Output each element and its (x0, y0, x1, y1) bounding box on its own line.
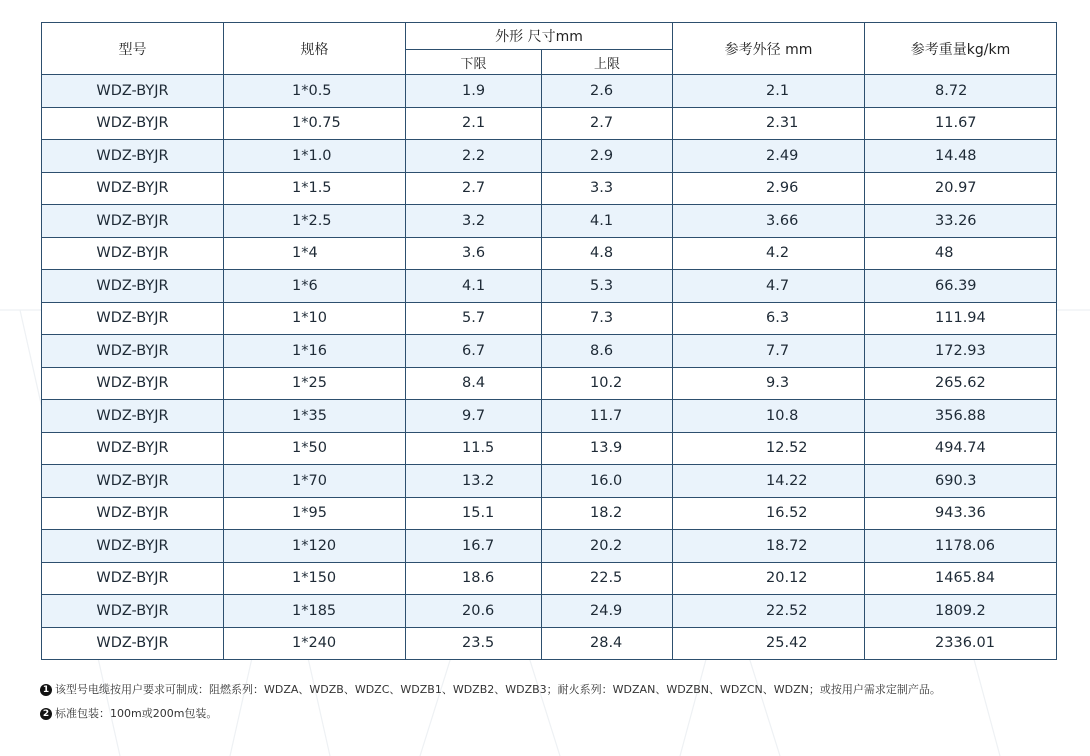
cell-model: WDZ-BYJR (42, 367, 224, 400)
cell-ref-weight: 8.72 (865, 75, 1057, 108)
cell-model: WDZ-BYJR (42, 400, 224, 433)
table-row (42, 172, 1057, 205)
cell-upper-limit: 22.5 (542, 562, 673, 595)
cell-lower-limit: 1.9 (406, 75, 542, 108)
cell-ref-outer-diameter: 2.1 (673, 75, 865, 108)
footnote-2 (40, 702, 941, 726)
cell-upper-limit: 16.0 (542, 465, 673, 498)
table-row (42, 237, 1057, 270)
cell-spec: 1*2.5 (224, 205, 406, 238)
cell-model: WDZ-BYJR (42, 107, 224, 140)
cell-ref-weight: 494.74 (865, 432, 1057, 465)
cell-model: WDZ-BYJR (42, 302, 224, 335)
cell-ref-weight: 11.67 (865, 107, 1057, 140)
cell-ref-weight: 20.97 (865, 172, 1057, 205)
footnote-1 (40, 678, 941, 702)
cell-upper-limit: 4.1 (542, 205, 673, 238)
table-row (42, 465, 1057, 498)
cell-lower-limit: 11.5 (406, 432, 542, 465)
cell-ref-outer-diameter: 3.66 (673, 205, 865, 238)
footnote-text: 该型号电缆按用户要求可制成：阻燃系列：WDZA、WDZB、WDZC、WDZB1、WDZB2、WDZB3；耐火系列：WDZAN、WDZBN、WDZCN、WDZN；或按用户需求定制产品。 (55, 683, 941, 696)
table-row (42, 627, 1057, 660)
cell-ref-weight: 111.94 (865, 302, 1057, 335)
cell-ref-outer-diameter: 4.2 (673, 237, 865, 270)
cell-model: WDZ-BYJR (42, 465, 224, 498)
cell-ref-outer-diameter: 7.7 (673, 335, 865, 368)
col-header-spec: 规格 (224, 23, 406, 75)
cell-upper-limit: 20.2 (542, 530, 673, 563)
cell-ref-outer-diameter: 18.72 (673, 530, 865, 563)
cell-ref-outer-diameter: 2.96 (673, 172, 865, 205)
cell-lower-limit: 16.7 (406, 530, 542, 563)
table-row (42, 432, 1057, 465)
cell-model: WDZ-BYJR (42, 140, 224, 173)
cell-spec: 1*0.5 (224, 75, 406, 108)
cell-ref-weight: 172.93 (865, 335, 1057, 368)
table-row (42, 530, 1057, 563)
cell-spec: 1*70 (224, 465, 406, 498)
table-row (42, 400, 1057, 433)
cell-upper-limit: 2.6 (542, 75, 673, 108)
cell-lower-limit: 13.2 (406, 465, 542, 498)
cell-ref-weight: 356.88 (865, 400, 1057, 433)
cell-ref-weight: 943.36 (865, 497, 1057, 530)
cell-lower-limit: 2.7 (406, 172, 542, 205)
cell-lower-limit: 15.1 (406, 497, 542, 530)
cell-ref-weight: 48 (865, 237, 1057, 270)
cell-ref-weight: 1465.84 (865, 562, 1057, 595)
cell-model: WDZ-BYJR (42, 75, 224, 108)
cell-spec: 1*35 (224, 400, 406, 433)
cell-spec: 1*4 (224, 237, 406, 270)
table-row (42, 140, 1057, 173)
cell-upper-limit: 4.8 (542, 237, 673, 270)
table-row (42, 595, 1057, 628)
table-header (42, 23, 1057, 75)
cell-spec: 1*95 (224, 497, 406, 530)
cell-lower-limit: 20.6 (406, 595, 542, 628)
cell-spec: 1*120 (224, 530, 406, 563)
cell-spec: 1*50 (224, 432, 406, 465)
cell-ref-outer-diameter: 10.8 (673, 400, 865, 433)
cell-spec: 1*6 (224, 270, 406, 303)
col-header-outer-dimension: 外形 尺寸mm (406, 23, 673, 50)
cell-ref-outer-diameter: 12.52 (673, 432, 865, 465)
cell-lower-limit: 6.7 (406, 335, 542, 368)
cell-ref-weight: 2336.01 (865, 627, 1057, 660)
cell-upper-limit: 28.4 (542, 627, 673, 660)
cell-model: WDZ-BYJR (42, 595, 224, 628)
cell-spec: 1*185 (224, 595, 406, 628)
cell-upper-limit: 11.7 (542, 400, 673, 433)
cell-ref-outer-diameter: 9.3 (673, 367, 865, 400)
cell-lower-limit: 2.1 (406, 107, 542, 140)
footnote-text: 标准包装：100m或200m包装。 (55, 707, 218, 720)
cell-upper-limit: 10.2 (542, 367, 673, 400)
cell-model: WDZ-BYJR (42, 237, 224, 270)
cell-ref-weight: 66.39 (865, 270, 1057, 303)
cell-ref-outer-diameter: 25.42 (673, 627, 865, 660)
cell-spec: 1*10 (224, 302, 406, 335)
cell-upper-limit: 5.3 (542, 270, 673, 303)
cell-upper-limit: 8.6 (542, 335, 673, 368)
cell-ref-outer-diameter: 2.31 (673, 107, 865, 140)
cell-ref-outer-diameter: 16.52 (673, 497, 865, 530)
cell-lower-limit: 3.2 (406, 205, 542, 238)
cell-model: WDZ-BYJR (42, 530, 224, 563)
col-header-ref-weight: 参考重量kg/km (865, 23, 1057, 75)
cell-ref-outer-diameter: 22.52 (673, 595, 865, 628)
cell-model: WDZ-BYJR (42, 497, 224, 530)
footnotes (40, 678, 941, 726)
cell-spec: 1*0.75 (224, 107, 406, 140)
table-row (42, 75, 1057, 108)
cell-lower-limit: 5.7 (406, 302, 542, 335)
cell-ref-weight: 1809.2 (865, 595, 1057, 628)
table-row (42, 205, 1057, 238)
cell-upper-limit: 7.3 (542, 302, 673, 335)
table-row (42, 302, 1057, 335)
cell-spec: 1*25 (224, 367, 406, 400)
number-1-icon: 1 (40, 684, 52, 696)
cell-spec: 1*240 (224, 627, 406, 660)
cell-spec: 1*1.5 (224, 172, 406, 205)
cell-ref-outer-diameter: 14.22 (673, 465, 865, 498)
cell-upper-limit: 2.7 (542, 107, 673, 140)
cell-ref-weight: 265.62 (865, 367, 1057, 400)
cell-ref-weight: 14.48 (865, 140, 1057, 173)
cell-spec: 1*1.0 (224, 140, 406, 173)
cable-spec-table-container (41, 22, 1056, 660)
cell-lower-limit: 2.2 (406, 140, 542, 173)
cell-upper-limit: 18.2 (542, 497, 673, 530)
cell-lower-limit: 3.6 (406, 237, 542, 270)
cell-model: WDZ-BYJR (42, 335, 224, 368)
cell-ref-weight: 1178.06 (865, 530, 1057, 563)
cell-model: WDZ-BYJR (42, 432, 224, 465)
table-row (42, 270, 1057, 303)
table-body (42, 75, 1057, 660)
cell-ref-outer-diameter: 20.12 (673, 562, 865, 595)
cell-lower-limit: 23.5 (406, 627, 542, 660)
cell-lower-limit: 18.6 (406, 562, 542, 595)
cell-ref-outer-diameter: 6.3 (673, 302, 865, 335)
cell-model: WDZ-BYJR (42, 562, 224, 595)
col-header-model: 型号 (42, 23, 224, 75)
cable-spec-table (41, 22, 1057, 660)
table-row (42, 367, 1057, 400)
cell-spec: 1*150 (224, 562, 406, 595)
cell-ref-weight: 33.26 (865, 205, 1057, 238)
cell-spec: 1*16 (224, 335, 406, 368)
cell-upper-limit: 3.3 (542, 172, 673, 205)
cell-upper-limit: 2.9 (542, 140, 673, 173)
table-row (42, 562, 1057, 595)
col-header-upper-limit: 上限 (542, 50, 673, 75)
cell-lower-limit: 9.7 (406, 400, 542, 433)
table-row (42, 335, 1057, 368)
cell-ref-outer-diameter: 4.7 (673, 270, 865, 303)
cell-upper-limit: 13.9 (542, 432, 673, 465)
cell-lower-limit: 4.1 (406, 270, 542, 303)
col-header-lower-limit: 下限 (406, 50, 542, 75)
col-header-ref-outer-diameter: 参考外径 mm (673, 23, 865, 75)
cell-lower-limit: 8.4 (406, 367, 542, 400)
number-2-icon: 2 (40, 708, 52, 720)
cell-model: WDZ-BYJR (42, 270, 224, 303)
cell-ref-weight: 690.3 (865, 465, 1057, 498)
cell-model: WDZ-BYJR (42, 205, 224, 238)
table-row (42, 497, 1057, 530)
cell-ref-outer-diameter: 2.49 (673, 140, 865, 173)
table-row (42, 107, 1057, 140)
cell-model: WDZ-BYJR (42, 627, 224, 660)
cell-model: WDZ-BYJR (42, 172, 224, 205)
cell-upper-limit: 24.9 (542, 595, 673, 628)
